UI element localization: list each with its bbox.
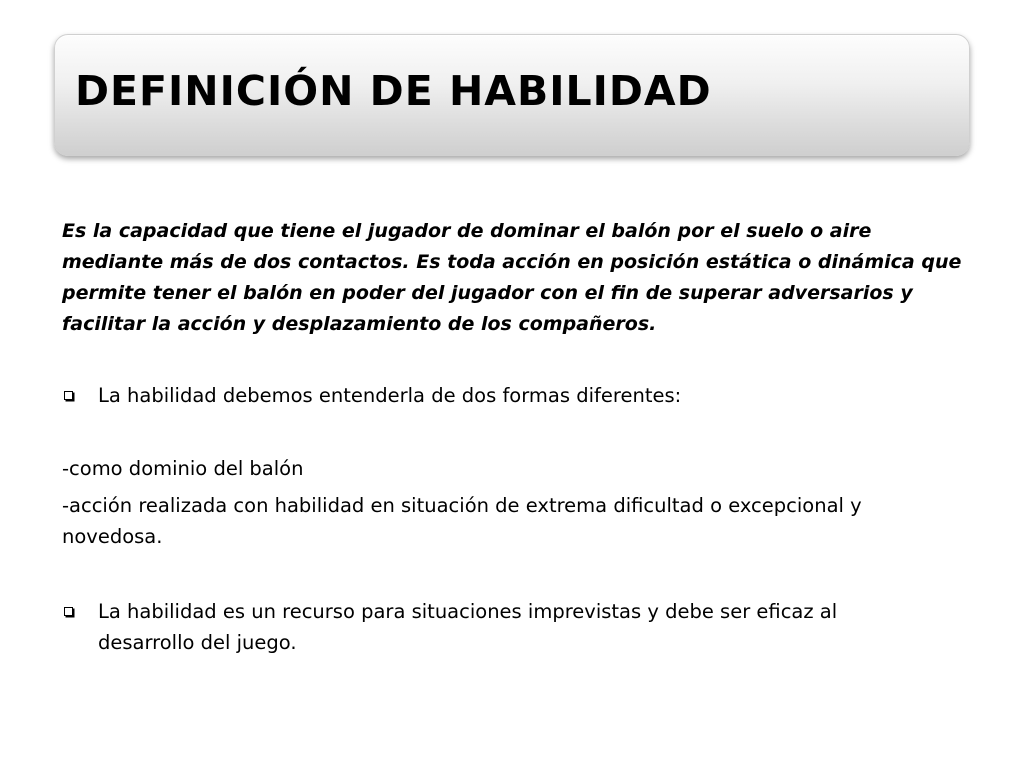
intro-paragraph: Es la capacidad que tiene el jugador de dominar el balón por el suelo o aire mediante más de dos contactos. Es toda acción en posición estática o dinámica que permite tener el balón en poder del jugador con el fin de superar adversarios y facilitar la acción y desplazamiento de los compañeros.	[62, 220, 962, 335]
title-banner	[54, 34, 970, 156]
bullet-text: La habilidad es un recurso para situaciones imprevistas y debe ser eficaz al desarrollo del juego.	[98, 600, 838, 654]
bullet-item	[62, 380, 962, 411]
square-bullet-icon	[64, 607, 73, 616]
bullet-text: La habilidad debemos entenderla de dos formas diferentes:	[98, 384, 682, 407]
square-bullet-icon	[64, 391, 73, 400]
bullet-item	[62, 596, 922, 658]
dash-item: -como dominio del balón	[62, 457, 304, 480]
dash-item: -acción realizada con habilidad en situación de extrema dificultad o excepcional y novedosa.	[62, 494, 862, 548]
slide-title: DEFINICIÓN DE HABILIDAD	[75, 67, 712, 115]
